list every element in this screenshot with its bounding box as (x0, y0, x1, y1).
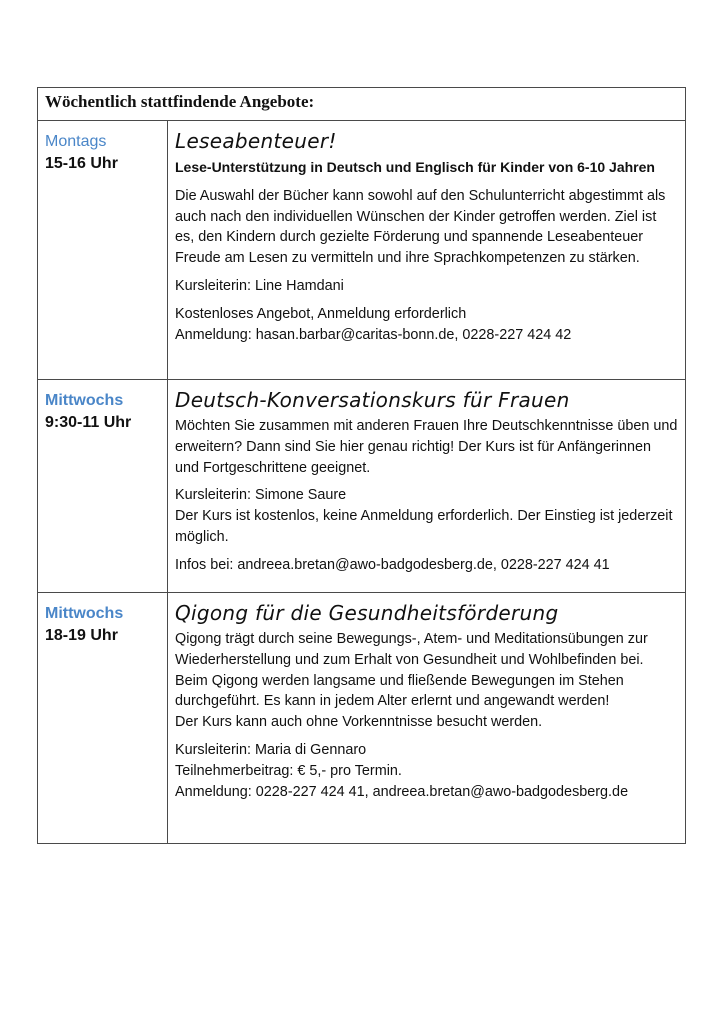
course-title: Deutsch-Konversationskurs für Frauen (175, 388, 570, 412)
table-title: Wöchentlich stattfindende Angebote: (38, 88, 686, 121)
weekly-offers-table (37, 87, 686, 844)
course-instructor: Kursleiterin: Simone Saure (175, 487, 347, 504)
course-info: Kostenloses Angebot, Anmeldung erforderlich (175, 305, 467, 322)
course-details (168, 121, 686, 380)
course-contact: Infos bei: andreea.bretan@awo-badgodesberg.de, 0228-227 424 41 (175, 556, 610, 573)
course-description: Qigong trägt durch seine Bewegungs-, Atem- und Meditationsübungen zur Wiederherstellung und zum Erhalt von Gesundheit und Wohlbefinden bei. Beim Qigong werden langsame und fließende Bewegungen im Stehen durchgeführt. Es kann in jedem Alter erlernt und angewandt werden! (175, 631, 648, 710)
course-title: Leseabenteuer! (175, 129, 337, 153)
course-contact: Anmeldung: hasan.barbar@caritas-bonn.de, 0228-227 424 42 (175, 326, 572, 343)
course-details (168, 380, 686, 593)
table-row (38, 121, 686, 380)
day-cell (38, 121, 168, 380)
table-row (38, 593, 686, 844)
course-description-note: Der Kurs kann auch ohne Vorkenntnisse besucht werden. (175, 714, 543, 731)
course-contact: Anmeldung: 0228-227 424 41, andreea.bretan@awo-badgodesberg.de (175, 783, 629, 800)
course-time: 18-19 Uhr (45, 627, 118, 644)
course-day: Mittwochs (45, 605, 124, 622)
course-instructor: Kursleiterin: Maria di Gennaro (175, 741, 367, 758)
day-cell (38, 593, 168, 844)
course-time: 9:30-11 Uhr (45, 414, 132, 431)
course-description: Die Auswahl der Bücher kann sowohl auf den Schulunterricht abgestimmt als auch nach den individuellen Wünschen der Kinder getroffen werden. Ziel ist es, den Kindern durch gezielte Förderung und spannende Leseabenteuer Freude am Lesen zu vermitteln und ihre Sprachkompetenzen zu stärken. (175, 187, 666, 267)
table-row (38, 380, 686, 593)
course-description: Möchten Sie zusammen mit anderen Frauen Ihre Deutschkenntnisse üben und erweitern? Dann sind Sie hier genau richtig! Der Kurs ist für Anfängerinnen und Fortgeschrittene geeignet. (175, 418, 678, 476)
course-title: Qigong für die Gesundheitsförderung (175, 601, 559, 625)
course-details (168, 593, 686, 844)
course-time: 15-16 Uhr (45, 155, 118, 172)
course-day: Mittwochs (45, 392, 124, 409)
day-cell (38, 380, 168, 593)
course-info: Der Kurs ist kostenlos, keine Anmeldung erforderlich. Der Einstieg ist jederzeit möglich. (175, 508, 673, 545)
course-instructor: Kursleiterin: Line Hamdani (175, 277, 344, 294)
course-day: Montags (45, 133, 107, 150)
course-fee: Teilnehmerbeitrag: € 5,- pro Termin. (175, 762, 402, 779)
course-subtitle: Lese-Unterstützung in Deutsch und Englisch für Kinder von 6-10 Jahren (175, 159, 655, 175)
